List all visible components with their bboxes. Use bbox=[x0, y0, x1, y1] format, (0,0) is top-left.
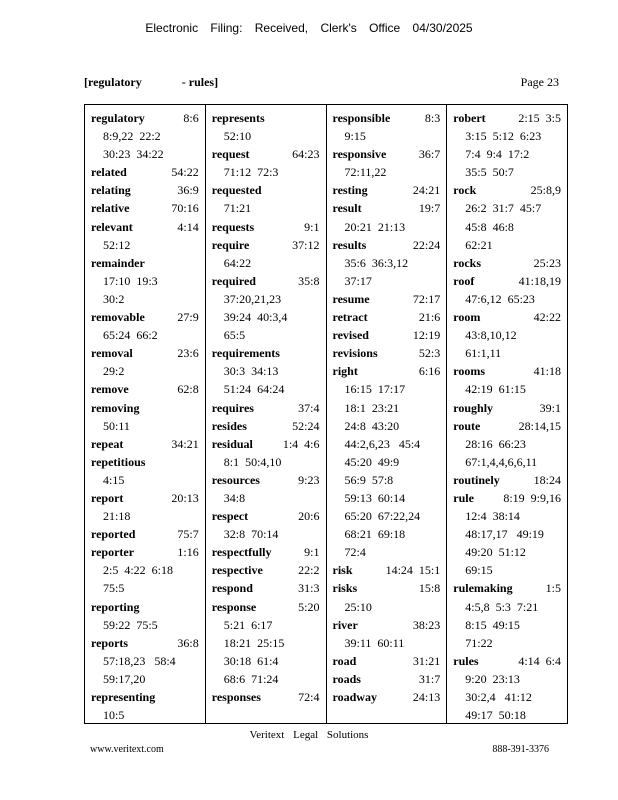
index-entry-continuation: 29:2 bbox=[103, 364, 125, 379]
index-term: responses bbox=[211, 690, 261, 704]
index-entry-continuation: 72:11,22 bbox=[344, 165, 387, 180]
index-entry-continuation: 49:17 50:18 bbox=[465, 708, 526, 723]
index-entry bbox=[91, 254, 199, 272]
index-term: removable bbox=[91, 310, 145, 325]
index-range bbox=[84, 75, 218, 90]
index-page-refs: 6:16 bbox=[418, 364, 441, 379]
index-entry-continuation: 62:21 bbox=[465, 237, 493, 252]
index-entry bbox=[453, 272, 561, 290]
index-entry bbox=[91, 489, 199, 507]
index-term: rule bbox=[453, 490, 474, 505]
index-entry-continuation: 30:3 34:13 bbox=[223, 364, 279, 379]
index-entry bbox=[333, 670, 441, 688]
index-term: remove bbox=[91, 382, 129, 397]
index-entry bbox=[333, 326, 441, 344]
index-page-refs: 9:23 bbox=[298, 472, 320, 487]
index-term: respect bbox=[211, 509, 249, 524]
index-term: room bbox=[453, 310, 481, 325]
index-entry bbox=[91, 109, 199, 127]
index-page-refs: 21:6 bbox=[418, 310, 441, 325]
index-page-refs: 8:6 bbox=[183, 111, 199, 125]
index-term: route bbox=[453, 418, 481, 433]
index-term: requested bbox=[211, 183, 262, 198]
index-entry bbox=[333, 308, 441, 326]
index-page-refs: 75:7 bbox=[177, 527, 199, 542]
index-term: residual bbox=[211, 436, 253, 451]
index-page-refs: 20:6 bbox=[298, 509, 320, 524]
word-index-table bbox=[84, 104, 568, 724]
index-column-2 bbox=[205, 105, 326, 723]
index-entry-continuation: 8:15 49:15 bbox=[465, 617, 520, 632]
index-page-refs: 37:12 bbox=[292, 237, 320, 252]
index-page-refs: 52:3 bbox=[418, 346, 441, 361]
index-entry-continuation: 69:15 bbox=[465, 563, 493, 578]
index-term: relating bbox=[91, 183, 131, 198]
index-entry bbox=[333, 109, 441, 127]
index-entry-continuation: 4:5,8 5:3 7:21 bbox=[465, 599, 539, 614]
footer-website: www.veritext.com bbox=[90, 744, 164, 755]
index-term: regulatory bbox=[91, 111, 145, 125]
index-page-refs: 18:24 bbox=[533, 472, 561, 487]
index-entry-continuation: 8:9,22 22:2 bbox=[103, 129, 161, 144]
index-page-refs: 1:5 bbox=[545, 581, 561, 596]
index-term: repeat bbox=[91, 436, 124, 451]
index-entry-continuation: 45:20 49:9 bbox=[344, 454, 400, 469]
index-term: resides bbox=[211, 418, 247, 433]
footer-company: Veritext Legal Solutions bbox=[249, 729, 369, 741]
index-entry bbox=[333, 579, 441, 597]
index-page-refs: 9:1 bbox=[304, 219, 320, 234]
index-entry-continuation: 26:2 31:7 45:7 bbox=[465, 201, 542, 216]
index-term: require bbox=[211, 237, 250, 252]
index-entry-continuation: 52:12 bbox=[103, 237, 131, 252]
index-term: rock bbox=[453, 183, 477, 198]
index-entry-continuation: 30:18 61:4 bbox=[223, 653, 279, 668]
index-term: representing bbox=[91, 690, 156, 704]
index-entry-continuation: 18:1 23:21 bbox=[344, 400, 400, 415]
index-term: relative bbox=[91, 201, 130, 216]
index-page-refs: 70:16 bbox=[171, 201, 199, 216]
index-term: respond bbox=[211, 581, 253, 596]
index-page-refs: 37:4 bbox=[298, 400, 320, 415]
index-column-1 bbox=[85, 105, 205, 723]
index-term: repetitious bbox=[91, 454, 146, 469]
index-entry bbox=[333, 236, 441, 254]
index-entry bbox=[453, 471, 561, 489]
index-page-refs: 38:23 bbox=[412, 617, 441, 632]
index-entry bbox=[212, 218, 320, 236]
index-entry bbox=[453, 362, 561, 380]
index-term: requires bbox=[211, 400, 254, 415]
index-page-refs: 1:16 bbox=[177, 545, 199, 560]
index-entry-continuation: 32:8 70:14 bbox=[223, 527, 279, 542]
index-entry bbox=[212, 688, 320, 706]
index-entry-continuation: 43:8,10,12 bbox=[465, 328, 517, 343]
index-term: results bbox=[332, 237, 367, 252]
index-entry-continuation: 67:1,4,4,6,6,11 bbox=[465, 454, 538, 469]
index-entry-continuation: 30:23 34:22 bbox=[103, 147, 164, 162]
index-entry-continuation: 7:4 9:4 17:2 bbox=[465, 147, 530, 162]
index-column-4 bbox=[446, 105, 567, 723]
index-term: routinely bbox=[453, 472, 500, 487]
page-number: Page 23 bbox=[520, 75, 559, 89]
index-page-refs: 14:24 15:1 bbox=[385, 563, 441, 578]
index-entry-continuation: 59:17,20 bbox=[103, 671, 146, 686]
index-entry-continuation: 65:24 66:2 bbox=[103, 328, 158, 343]
index-entry bbox=[91, 199, 199, 217]
index-entry-continuation: 2:5 4:22 6:18 bbox=[103, 563, 174, 578]
index-entry bbox=[333, 290, 441, 308]
index-entry bbox=[91, 163, 199, 181]
index-term: respective bbox=[211, 563, 263, 578]
index-entry-continuation: 48:17,17 49:19 bbox=[465, 527, 544, 542]
index-entry bbox=[91, 380, 199, 398]
index-page-refs: 31:7 bbox=[418, 671, 441, 686]
filing-stamp: Electronic Filing: Received, Clerk's Office 04/30/2025 bbox=[145, 21, 473, 35]
index-term: request bbox=[211, 147, 250, 162]
index-entry bbox=[91, 344, 199, 362]
index-page-refs: 8:19 9:9,16 bbox=[503, 490, 561, 505]
index-entry bbox=[212, 543, 320, 561]
index-term: right bbox=[332, 364, 358, 379]
index-page-refs: 4:14 bbox=[177, 219, 199, 234]
index-term: reported bbox=[91, 527, 136, 542]
index-entry-continuation: 16:15 17:17 bbox=[344, 382, 406, 397]
index-term: requirements bbox=[211, 346, 280, 361]
index-entry bbox=[91, 308, 199, 326]
index-page-refs: 22:2 bbox=[298, 563, 320, 578]
index-page-refs: 5:20 bbox=[298, 599, 320, 614]
index-entry bbox=[453, 254, 561, 272]
index-entry bbox=[212, 145, 320, 163]
index-entry-continuation: 44:2,6,23 45:4 bbox=[344, 436, 421, 451]
index-range-end: - rules] bbox=[181, 75, 219, 89]
index-entry-continuation: 68:21 69:18 bbox=[344, 527, 406, 542]
index-term: relevant bbox=[91, 219, 133, 234]
index-page-refs: 28:14,15 bbox=[518, 418, 561, 433]
index-term: rulemaking bbox=[453, 581, 513, 596]
index-range-start: [regulatory bbox=[84, 75, 142, 89]
index-term: risk bbox=[332, 563, 353, 578]
index-entry bbox=[333, 145, 441, 163]
index-entry bbox=[91, 218, 199, 236]
index-entry bbox=[453, 579, 561, 597]
index-page-refs: 31:3 bbox=[298, 581, 320, 596]
footer-phone: 888-391-3376 bbox=[492, 744, 549, 755]
index-entry bbox=[212, 181, 320, 199]
index-page-refs: 22:24 bbox=[412, 237, 441, 252]
index-page-refs: 41:18 bbox=[533, 364, 561, 379]
index-term: roads bbox=[332, 671, 361, 686]
index-entry-continuation: 35:6 36:3,12 bbox=[344, 255, 409, 270]
index-entry-continuation: 8:1 50:4,10 bbox=[223, 454, 282, 469]
index-term: roughly bbox=[453, 400, 494, 415]
index-entry bbox=[453, 181, 561, 199]
index-entry bbox=[212, 471, 320, 489]
index-entry-continuation: 3:15 5:12 6:23 bbox=[465, 129, 542, 144]
index-entry-continuation: 56:9 57:8 bbox=[344, 472, 394, 487]
index-term: reports bbox=[91, 635, 129, 650]
index-term: resume bbox=[332, 291, 370, 306]
index-term: rocks bbox=[453, 255, 482, 270]
index-entry bbox=[212, 236, 320, 254]
index-entry bbox=[212, 272, 320, 290]
index-entry bbox=[453, 308, 561, 326]
index-page-refs: 25:23 bbox=[533, 255, 561, 270]
index-entry-continuation: 9:20 23:13 bbox=[465, 671, 520, 686]
index-entry bbox=[212, 579, 320, 597]
index-entry-continuation: 35:5 50:7 bbox=[465, 165, 514, 180]
index-entry bbox=[91, 181, 199, 199]
index-entry-continuation: 45:8 46:8 bbox=[465, 219, 514, 234]
index-page-refs: 23:6 bbox=[177, 346, 199, 361]
index-entry-continuation: 65:5 bbox=[223, 328, 246, 343]
index-page-refs: 41:18,19 bbox=[518, 273, 561, 288]
index-page-refs: 35:8 bbox=[298, 273, 320, 288]
index-entry bbox=[333, 181, 441, 199]
index-page-refs: 62:8 bbox=[177, 382, 199, 397]
index-entry bbox=[453, 399, 561, 417]
index-term: revisions bbox=[332, 346, 378, 361]
index-page-refs: 25:8,9 bbox=[530, 183, 561, 198]
index-term: resources bbox=[211, 472, 260, 487]
index-entry-continuation: 12:4 38:14 bbox=[465, 509, 520, 524]
index-entry bbox=[453, 489, 561, 507]
index-entry-continuation: 52:10 bbox=[223, 129, 252, 144]
index-term: rooms bbox=[453, 364, 486, 379]
index-entry-continuation: 30:2,4 41:12 bbox=[465, 690, 532, 704]
index-entry-continuation: 25:10 bbox=[344, 599, 372, 614]
index-entry bbox=[212, 435, 320, 453]
index-entry bbox=[212, 109, 320, 127]
index-page-refs: 42:22 bbox=[533, 310, 561, 325]
index-page-refs: 12:19 bbox=[412, 328, 441, 343]
index-term: risks bbox=[332, 581, 358, 596]
index-term: removal bbox=[91, 346, 133, 361]
index-entry-continuation: 59:13 60:14 bbox=[344, 490, 406, 505]
index-term: requests bbox=[211, 219, 255, 234]
index-entry-continuation: 75:5 bbox=[103, 581, 125, 596]
index-page-refs: 1:4 4:6 bbox=[282, 436, 320, 451]
index-entry bbox=[212, 344, 320, 362]
index-page-refs: 72:4 bbox=[298, 690, 320, 704]
index-entry bbox=[212, 507, 320, 525]
index-entry bbox=[91, 453, 199, 471]
index-term: related bbox=[91, 165, 127, 180]
index-entry-continuation: 49:20 51:12 bbox=[465, 545, 526, 560]
index-entry-continuation: 21:18 bbox=[103, 509, 131, 524]
index-entry-continuation: 39:11 60:11 bbox=[344, 635, 405, 650]
index-entry-continuation: 17:10 19:3 bbox=[103, 273, 158, 288]
index-entry-continuation: 59:22 75:5 bbox=[103, 617, 158, 632]
index-entry-continuation: 24:8 43:20 bbox=[344, 418, 400, 433]
index-entry-continuation: 28:16 66:23 bbox=[465, 436, 526, 451]
index-term: rules bbox=[453, 653, 479, 668]
index-term: roadway bbox=[332, 690, 377, 704]
index-entry bbox=[333, 688, 441, 706]
index-entry-continuation: 18:21 25:15 bbox=[223, 635, 285, 650]
index-entry-continuation: 4:15 bbox=[103, 472, 125, 487]
index-page-refs: 2:15 3:5 bbox=[518, 111, 561, 125]
index-entry bbox=[91, 399, 199, 417]
index-entry-continuation: 39:24 40:3,4 bbox=[223, 310, 288, 325]
index-page-refs: 8:3 bbox=[424, 111, 441, 125]
index-entry-continuation: 64:22 bbox=[223, 255, 252, 270]
index-term: reporter bbox=[91, 545, 135, 560]
index-page-refs: 24:21 bbox=[412, 183, 441, 198]
index-entry bbox=[333, 561, 441, 579]
index-page-refs: 64:23 bbox=[292, 147, 320, 162]
index-page-refs: 72:17 bbox=[412, 291, 441, 306]
index-entry-continuation: 30:2 bbox=[103, 291, 125, 306]
index-entry-continuation: 61:1,11 bbox=[465, 346, 502, 361]
index-term: robert bbox=[453, 111, 486, 125]
index-page-refs: 39:1 bbox=[539, 400, 561, 415]
index-entry bbox=[91, 435, 199, 453]
index-term: result bbox=[332, 201, 362, 216]
index-entry-continuation: 71:21 bbox=[223, 201, 252, 216]
index-entry-continuation: 51:24 64:24 bbox=[223, 382, 285, 397]
index-entry bbox=[91, 543, 199, 561]
index-entry bbox=[333, 362, 441, 380]
index-term: report bbox=[91, 490, 124, 505]
index-page-refs: 19:7 bbox=[418, 201, 441, 216]
index-entry-continuation: 10:5 bbox=[103, 708, 125, 723]
index-term: river bbox=[332, 617, 358, 632]
index-page-refs: 20:13 bbox=[171, 490, 199, 505]
index-entry bbox=[333, 652, 441, 670]
index-entry bbox=[212, 399, 320, 417]
index-page-refs: 27:9 bbox=[177, 310, 199, 325]
index-page-refs: 34:21 bbox=[171, 436, 199, 451]
index-page-refs: 31:21 bbox=[412, 653, 441, 668]
index-entry-continuation: 57:18,23 58:4 bbox=[103, 653, 176, 668]
index-term: roof bbox=[453, 273, 475, 288]
index-term: respectfully bbox=[211, 545, 272, 560]
index-page-refs: 36:8 bbox=[177, 635, 199, 650]
index-entry-continuation: 71:12 72:3 bbox=[223, 165, 279, 180]
index-page-refs: 52:24 bbox=[292, 418, 320, 433]
index-page-refs: 9:1 bbox=[304, 545, 320, 560]
index-term: required bbox=[211, 273, 256, 288]
index-entry bbox=[453, 417, 561, 435]
index-term: retract bbox=[332, 310, 368, 325]
index-term: road bbox=[332, 653, 357, 668]
index-entry bbox=[212, 417, 320, 435]
index-entry-continuation: 42:19 61:15 bbox=[465, 382, 526, 397]
index-entry bbox=[333, 616, 441, 634]
index-entry bbox=[91, 634, 199, 652]
index-column-3 bbox=[326, 105, 447, 723]
index-term: resting bbox=[332, 183, 368, 198]
index-entry bbox=[333, 344, 441, 362]
index-page-refs: 24:13 bbox=[412, 690, 441, 704]
index-entry bbox=[91, 598, 199, 616]
index-term: represents bbox=[211, 111, 265, 125]
index-page-refs: 4:14 6:4 bbox=[518, 653, 561, 668]
index-entry-continuation: 37:17 bbox=[344, 273, 372, 288]
index-entry-continuation: 34:8 bbox=[223, 490, 246, 505]
index-term: reporting bbox=[91, 599, 140, 614]
index-term: remainder bbox=[91, 255, 145, 270]
index-page-refs: 36:9 bbox=[177, 183, 199, 198]
index-entry-continuation: 5:21 6:17 bbox=[223, 617, 273, 632]
index-term: responsive bbox=[332, 147, 387, 162]
index-term: response bbox=[211, 599, 257, 614]
index-entry bbox=[212, 561, 320, 579]
index-page-refs: 36:7 bbox=[418, 147, 441, 162]
index-entry-continuation: 9:15 bbox=[344, 129, 366, 144]
index-entry-continuation: 65:20 67:22,24 bbox=[344, 509, 421, 524]
index-term: revised bbox=[332, 328, 369, 343]
index-term: responsible bbox=[332, 111, 391, 125]
index-entry bbox=[453, 109, 561, 127]
index-entry-continuation: 37:20,21,23 bbox=[223, 291, 282, 306]
index-entry bbox=[91, 525, 199, 543]
index-entry bbox=[91, 688, 199, 706]
index-entry-continuation: 68:6 71:24 bbox=[223, 671, 279, 686]
index-entry bbox=[453, 652, 561, 670]
index-page-refs: 54:22 bbox=[171, 165, 199, 180]
index-entry-continuation: 47:6,12 65:23 bbox=[465, 291, 535, 306]
index-entry-continuation: 72:4 bbox=[344, 545, 366, 560]
index-entry bbox=[212, 598, 320, 616]
index-page-refs: 15:8 bbox=[418, 581, 441, 596]
index-entry-continuation: 71:22 bbox=[465, 635, 493, 650]
index-term: removing bbox=[91, 400, 140, 415]
index-entry-continuation: 50:11 bbox=[103, 418, 130, 433]
index-entry-continuation: 20:21 21:13 bbox=[344, 219, 406, 234]
index-entry bbox=[333, 199, 441, 217]
